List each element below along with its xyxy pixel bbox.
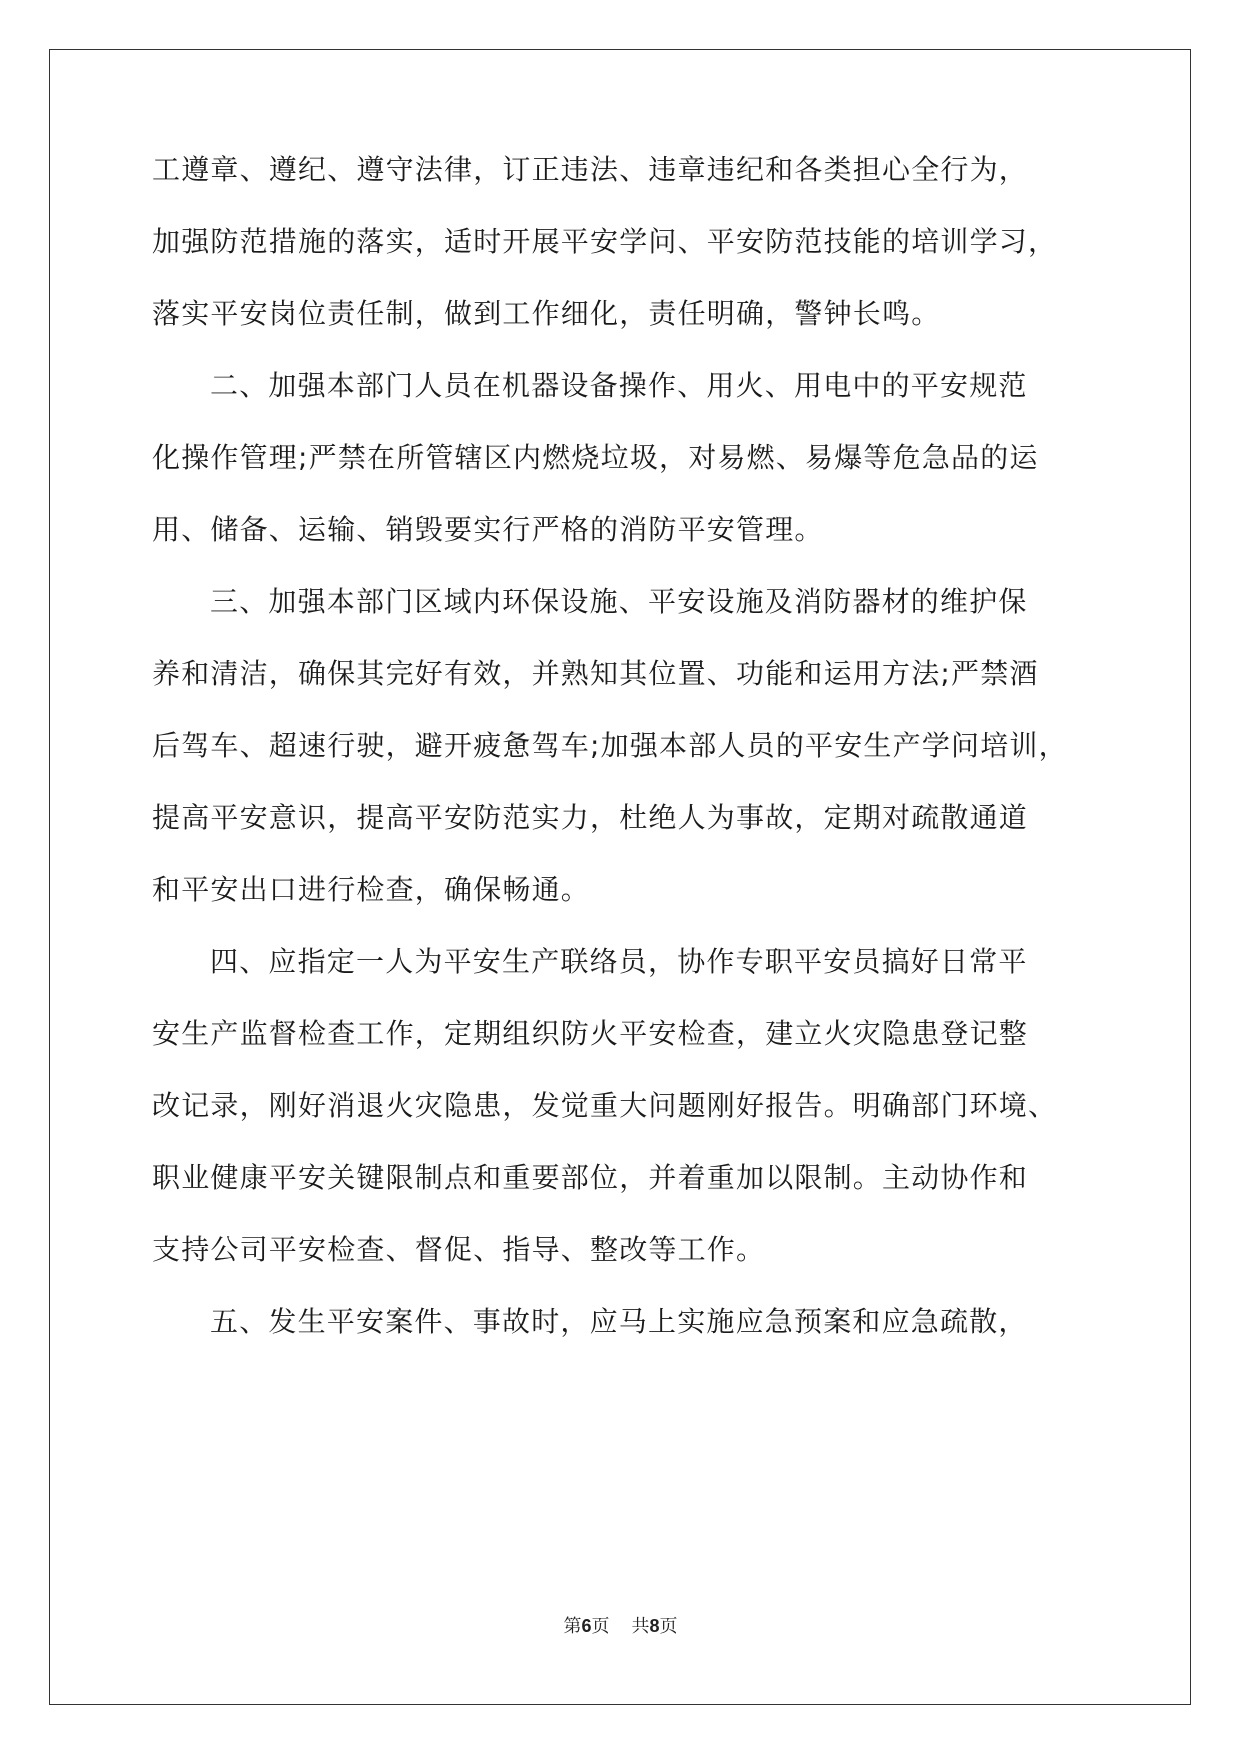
text-line: 支持公司平安检查、督促、指导、整改等工作。: [152, 1233, 766, 1266]
text-line: 加强防范措施的落实，适时开展平安学问、平安防范技能的培训学习，: [152, 225, 1058, 258]
text-line: 工遵章、遵纪、遵守法律，订正违法、违章违纪和各类担心全行为，: [152, 153, 1029, 186]
total-prefix: 共: [631, 1616, 650, 1637]
text-line: 落实平安岗位责任制，做到工作细化，责任明确，警钟长鸣。: [152, 297, 941, 330]
page-footer: [0, 1614, 1241, 1639]
paragraph-start-line: 三、加强本部门区域内环保设施、平安设施及消防器材的维护保: [210, 585, 1028, 618]
text-line: 职业健康平安关键限制点和重要部位，并着重加以限制。主动协作和: [152, 1161, 1029, 1194]
paragraph-start-line: 二、加强本部门人员在机器设备操作、用火、用电中的平安规范: [210, 369, 1028, 402]
text-line: 改记录，刚好消退火灾隐患，发觉重大问题刚好报告。明确部门环境、: [152, 1089, 1058, 1122]
text-line: 后驾车、超速行驶，避开疲惫驾车;加强本部人员的平安生产学问培训，: [152, 729, 1068, 762]
text-line: 提高平安意识，提高平安防范实力，杜绝人为事故，定期对疏散通道: [152, 801, 1029, 834]
page-prefix: 第: [563, 1616, 582, 1637]
total-suffix: 页: [659, 1616, 678, 1637]
text-line: 用、储备、运输、销毁要实行严格的消防平安管理。: [152, 513, 824, 546]
page-suffix: 页: [591, 1616, 610, 1637]
text-line: 养和清洁，确保其完好有效，并熟知其位置、功能和运用方法;严禁酒: [152, 657, 1039, 690]
text-line: 和平安出口进行检查，确保畅通。: [152, 873, 591, 906]
paragraph-start-line: 四、应指定一人为平安生产联络员，协作专职平安员搞好日常平: [210, 945, 1028, 978]
total-pages-number: 8: [649, 1616, 660, 1636]
text-line: 安生产监督检查工作，定期组织防火平安检查，建立火灾隐患登记整: [152, 1017, 1029, 1050]
current-page-number: 6: [581, 1616, 592, 1636]
paragraph-start-line: 五、发生平安案件、事故时，应马上实施应急预案和应急疏散，: [210, 1305, 1028, 1338]
text-line: 化操作管理;严禁在所管辖区内燃烧垃圾，对易燃、易爆等危急品的运: [152, 441, 1039, 474]
